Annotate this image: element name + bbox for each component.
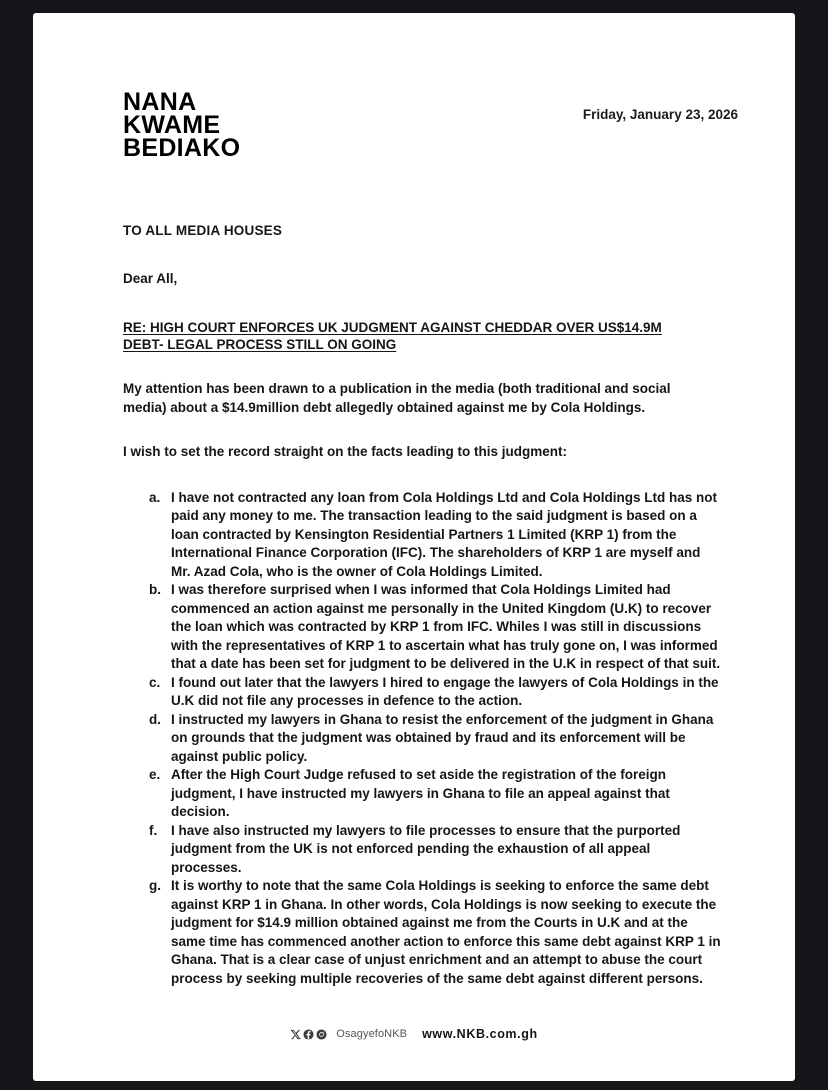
list-item-text: I found out later that the lawyers I hired to engage the lawyers of Cola Holdings in the U.K did not file any processes in defence to the action.	[171, 674, 719, 708]
list-item	[123, 711, 723, 767]
letter-subject-line: RE: HIGH COURT ENFORCES UK JUDGMENT AGAINST CHEDDAR OVER US$14.9M DEBT- LEGAL PROCESS STILL ON GOING	[123, 320, 662, 352]
letter-sheet	[33, 13, 795, 1081]
letter-page	[33, 13, 795, 1081]
brand-logo-line-1: NANA	[123, 88, 197, 116]
list-item-text: I have not contracted any loan from Cola Holdings Ltd and Cola Holdings Ltd has not paid any money to me. The transaction leading to the said judgment is based on a loan contracted by Kensington Residential Partners 1 Limited (KRP 1) from the International Finance Corporation (IFC). The shareholders of KRP 1 are myself and Mr. Azad Cola, who is the owner of Cola Holdings Limited.	[171, 489, 718, 579]
list-item	[123, 674, 723, 711]
list-item	[123, 489, 723, 582]
list-item-text: It is worthy to note that the same Cola Holdings is seeking to enforce the same debt against KRP 1 in Ghana. In other words, Cola Holdings is now seeking to execute the judgment for $14.9 million obtained against me from the Courts in U.K and at the same time has commenced another action to enforce this same debt against KRP 1 in Ghana. That is a clear case of unjust enrichment and an attempt to abuse the court process by seeking multiple recoveries of the same debt against different persons.	[171, 878, 721, 986]
brand-logo-line-2: KWAME	[123, 111, 221, 139]
facts-list	[123, 489, 723, 989]
list-item-text: I have also instructed my lawyers to file processes to ensure that the purported judgment from the UK is not enforced pending the exhaustion of all appeal processes.	[171, 822, 681, 875]
letter-addressee: TO ALL MEDIA HOUSES	[123, 223, 283, 238]
list-item-marker: g.	[149, 878, 161, 893]
list-item-marker: a.	[149, 489, 161, 505]
list-item-text: I instructed my lawyers in Ghana to resist the enforcement of the judgment in Ghana on grounds that the judgment was obtained by fraud and its enforcement will be against public policy.	[171, 711, 714, 764]
letterhead	[123, 13, 738, 160]
list-item-text: After the High Court Judge refused to set aside the registration of the foreign judgment, I have instructed my lawyers in Ghana to file an appeal against that decision.	[171, 767, 670, 819]
list-item	[123, 877, 723, 988]
brand-logo-line-3: BEDIAKO	[123, 134, 241, 162]
brand-logo	[123, 88, 241, 162]
x-twitter-icon[interactable]	[290, 1029, 301, 1040]
list-item-marker: e.	[149, 767, 161, 782]
instagram-icon[interactable]	[316, 1029, 327, 1040]
list-item-marker: b.	[149, 582, 161, 597]
list-item-marker: f.	[149, 822, 158, 838]
list-item	[123, 822, 723, 878]
list-item	[123, 581, 723, 674]
website-url[interactable]: www.NKB.com.gh	[422, 1027, 538, 1041]
letter-intro-paragraph: My attention has been drawn to a publication in the media (both traditional and social media) about a $14.9million debt allegedly obtained against me by Cola Holdings.	[123, 381, 671, 415]
letter-lead-in: I wish to set the record straight on the facts leading to this judgment:	[123, 444, 568, 459]
list-item-text: I was therefore surprised when I was informed that Cola Holdings Limited had commenced an action against me personally in the United Kingdom (U.K) to recover the loan which was contracted by KRP 1 from IFC. Whiles I was still in discussions with the representatives of KRP 1 to ascertain what has truly gone on, I was informed that a date has been set for judgment to be delivered in the U.K in respect of that suit.	[171, 582, 721, 671]
letter-footer	[33, 1027, 795, 1041]
list-item-marker: d.	[149, 711, 161, 727]
list-item	[123, 766, 723, 822]
letter-date: Friday, January 23, 2026	[582, 107, 738, 122]
list-item-marker: c.	[149, 674, 161, 690]
social-handle: OsagyefoNKB	[336, 1028, 408, 1040]
facebook-icon[interactable]	[303, 1029, 314, 1040]
social-icons-group	[290, 1029, 327, 1040]
letter-salutation: Dear All,	[123, 271, 178, 286]
